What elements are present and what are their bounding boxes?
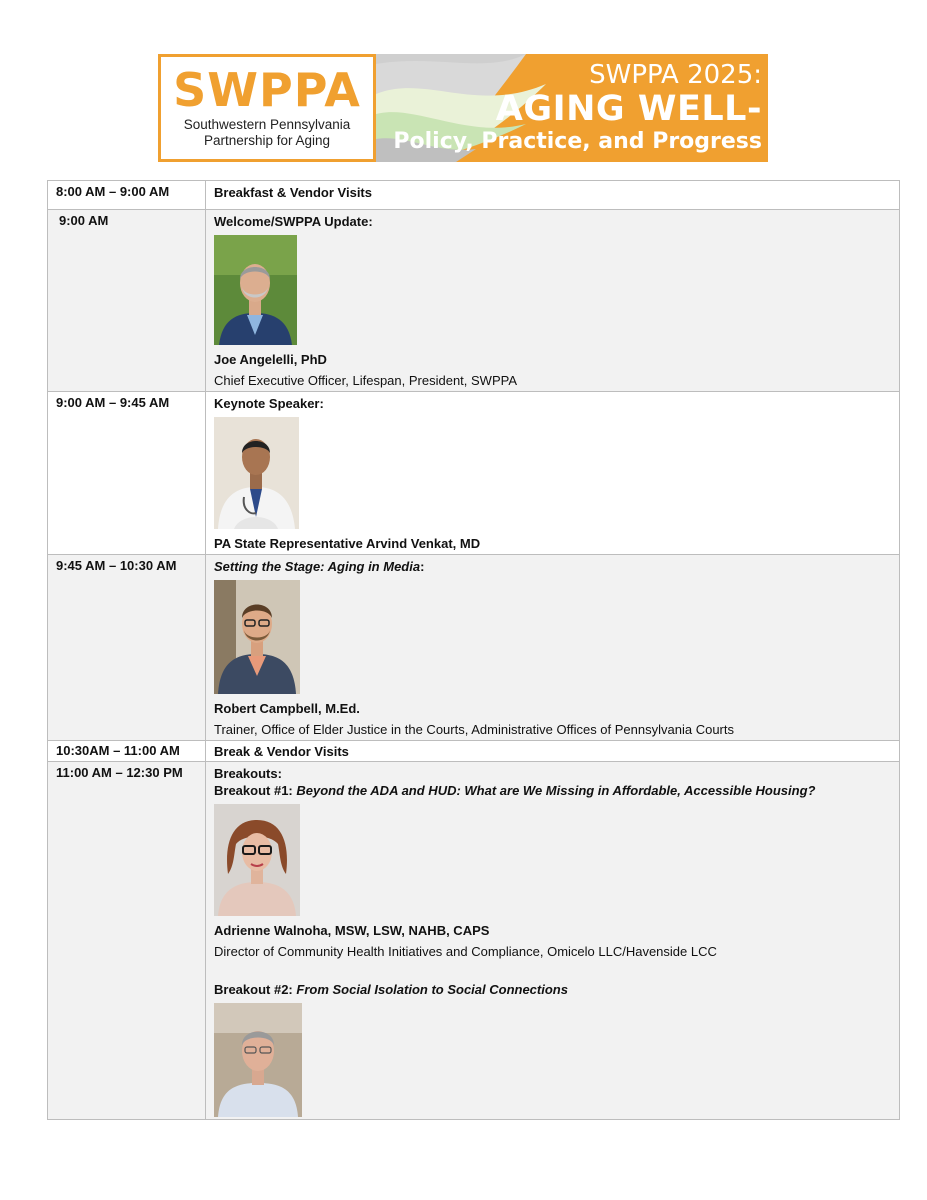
- agenda-row-breakouts: [48, 762, 900, 1120]
- speaker-name: Adrienne Walnoha, MSW, LSW, NAHB, CAPS: [214, 923, 490, 938]
- row-time: 11:00 AM – 12:30 PM: [48, 762, 206, 1120]
- speaker-photo-breakout-2: [214, 1003, 302, 1117]
- session-title: Breakouts:: [214, 766, 282, 781]
- speaker-name: Robert Campbell, M.Ed.: [214, 701, 360, 716]
- logo-subtitle-1: Southwestern Pennsylvania: [183, 117, 351, 132]
- speaker-photo-arvind-venkat: [214, 417, 299, 529]
- banner-title-line-3: Policy, Practice, and Progress: [393, 129, 762, 154]
- row-time: 8:00 AM – 9:00 AM: [48, 181, 206, 210]
- row-time: 9:00 AM – 9:45 AM: [48, 392, 206, 555]
- speaker-photo-joe-angelelli: [214, 235, 297, 345]
- breakout-1-title: Breakout #1: Beyond the ADA and HUD: What are We Missing in Affordable, Accessible Housing?: [214, 783, 816, 798]
- agenda-row-keynote: [48, 392, 900, 555]
- banner-title-art: [376, 54, 768, 162]
- agenda-row-breakfast: [48, 181, 900, 210]
- speaker-role: Trainer, Office of Elder Justice in the Courts, Administrative Offices of Pennsylvania Courts: [214, 722, 734, 737]
- row-time: 9:00 AM: [48, 210, 206, 392]
- speaker-role: Chief Executive Officer, Lifespan, President, SWPPA: [214, 373, 517, 388]
- agenda-row-setting-the-stage: [48, 555, 900, 741]
- speaker-photo-adrienne-walnoha: [214, 804, 300, 916]
- swppa-logo: [158, 54, 376, 162]
- logo-wordmark: SWPPA: [173, 63, 361, 117]
- speaker-photo-robert-campbell: [214, 580, 300, 694]
- breakout-2-title: Breakout #2: From Social Isolation to Social Connections: [214, 982, 568, 997]
- speaker-role: Director of Community Health Initiatives and Compliance, Omicelo LLC/Havenside LCC: [214, 944, 717, 959]
- session-title: Breakfast & Vendor Visits: [214, 185, 372, 200]
- speaker-name: PA State Representative Arvind Venkat, MD: [214, 536, 481, 551]
- session-title: Setting the Stage: Aging in Media:: [214, 559, 425, 574]
- agenda-table: [47, 180, 900, 1120]
- row-time: 10:30AM – 11:00 AM: [48, 741, 206, 762]
- logo-subtitle-2: Partnership for Aging: [203, 133, 331, 148]
- conference-banner: [158, 54, 768, 162]
- session-title: Keynote Speaker:: [214, 396, 324, 411]
- agenda-row-break: [48, 741, 900, 762]
- banner-title-line-1: SWPPA 2025:: [589, 60, 762, 90]
- agenda-row-welcome: [48, 210, 900, 392]
- session-title: Break & Vendor Visits: [214, 744, 349, 759]
- row-time: 9:45 AM – 10:30 AM: [48, 555, 206, 741]
- session-title: Welcome/SWPPA Update:: [214, 214, 373, 229]
- speaker-name: Joe Angelelli, PhD: [214, 352, 327, 367]
- banner-title-line-2: AGING WELL-: [495, 89, 762, 129]
